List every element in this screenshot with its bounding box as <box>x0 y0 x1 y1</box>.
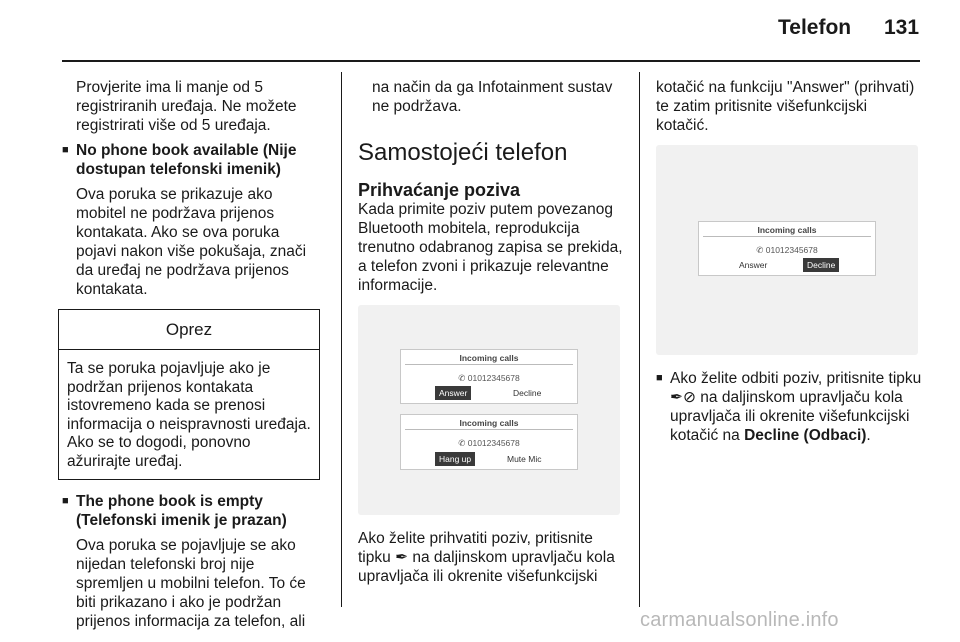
page-number: 131 <box>884 16 920 39</box>
text-part: Ako želite prihvatiti poziv, pritisnite tipku <box>358 530 593 566</box>
caution-title: Oprez <box>59 310 319 350</box>
column-3 <box>656 78 922 451</box>
item-text: Ova poruka se pojavljuje se ako nijedan telefonski broj nije spremljen u mobilni telefon. To će biti prikazano i ako je podržan prijenos informacija za telefon, ali <box>76 537 306 630</box>
answer-instruction <box>358 529 628 586</box>
page-title: Telefon <box>778 16 852 39</box>
dialog-number <box>699 237 875 255</box>
text-part: na daljinskom upravljaču kola upravljača ili okrenite višefunkcijski <box>358 549 615 585</box>
body-text: Kada primite poziv putem povezanog Bluetooth mobitela, reprodukcija trenutno odabranog zapisa se prekida, a telefon zvoni i prikazuje relevantne informacije. <box>358 201 623 294</box>
bold-text: Decline (Odbaci) <box>744 427 867 444</box>
decline-button: Decline <box>513 388 542 398</box>
item-text: Ova poruka se prikazuje ako mobitel ne podržava prijenos kontakata. Ako se ova poruka pojavi nakon više pokušaja, znači da uređaj ne podržava prijenos kontakata. <box>76 186 307 298</box>
dialog-title: Incoming calls <box>757 225 817 235</box>
list-item <box>62 141 324 299</box>
number-text: 01012345678 <box>765 245 818 255</box>
incoming-call-screens-image <box>358 305 620 515</box>
dialog-number <box>401 430 577 448</box>
number-text: 01012345678 <box>467 438 520 448</box>
item-title: ■ The phone book is empty (Telefonski imenik je prazan) <box>76 493 287 529</box>
text-part: . <box>866 427 871 444</box>
column-1 <box>62 78 324 637</box>
page-header <box>0 0 960 62</box>
phone-answer-icon: ✒ <box>395 549 409 566</box>
hang-up-button: Hang up <box>435 452 475 466</box>
phone-icon: ✆ <box>756 245 764 255</box>
answer-button: Answer <box>739 260 768 270</box>
subsection-title: Prihvaćanje poziva <box>358 180 521 200</box>
column-2 <box>358 78 628 592</box>
caution-text: Ta se poruka pojavljuje ako je podržan prijenos kontakata istovremeno kada se prenosi informacija o neispravnosti uređaja. Ako se to dogodi, ponovno ažurirajte uređaj. <box>67 360 311 470</box>
incoming-call-dialog <box>400 349 578 404</box>
dialog-divider <box>703 236 871 237</box>
incoming-call-dialog <box>698 221 876 276</box>
incoming-call-decline-image <box>656 145 918 355</box>
dialog-title: Incoming calls <box>459 418 519 428</box>
dialog-divider <box>405 364 573 365</box>
phone-icon: ✆ <box>458 373 466 383</box>
phone-decline-icon: ✒⊘ <box>670 389 696 406</box>
number-text: 01012345678 <box>467 373 520 383</box>
dialog-title: Incoming calls <box>459 353 519 363</box>
watermark: carmanualsonline.info <box>640 609 839 631</box>
decline-button: Decline <box>803 258 839 272</box>
decline-instruction <box>670 369 922 445</box>
continued-text: kotačić na funkciju "Answer" (prihvati) te zatim pritisnite višefunkcijski kotačić. <box>656 79 915 134</box>
active-call-dialog <box>400 414 578 470</box>
item-title: ■ No phone book available (Nije dostupan telefonski imenik) <box>76 142 297 178</box>
list-item <box>656 369 922 445</box>
continued-text: na način da ga Infotainment sustav ne podržava. <box>372 79 613 115</box>
caution-box <box>58 309 320 480</box>
column-divider-2 <box>639 72 640 607</box>
column-divider-1 <box>341 72 342 607</box>
answer-button: Answer <box>435 386 471 400</box>
list-item <box>62 492 324 631</box>
mute-mic-button: Mute Mic <box>507 454 542 464</box>
dialog-number <box>401 365 577 383</box>
header-rule <box>62 60 920 62</box>
phone-icon: ✆ <box>458 438 466 448</box>
section-title: Samostojeći telefon <box>358 139 568 166</box>
text-part: Ako želite odbiti poziv, pritisnite tipku <box>670 370 922 387</box>
intro-text: Provjerite ima li manje od 5 registriranih uređaja. Ne možete registrirati više od 5 uređaja. <box>76 79 297 134</box>
text-part: na daljinskom upravljaču kola upravljača ili okrenite višefunkcijski kotačić na <box>670 389 910 444</box>
dialog-divider <box>405 429 573 430</box>
